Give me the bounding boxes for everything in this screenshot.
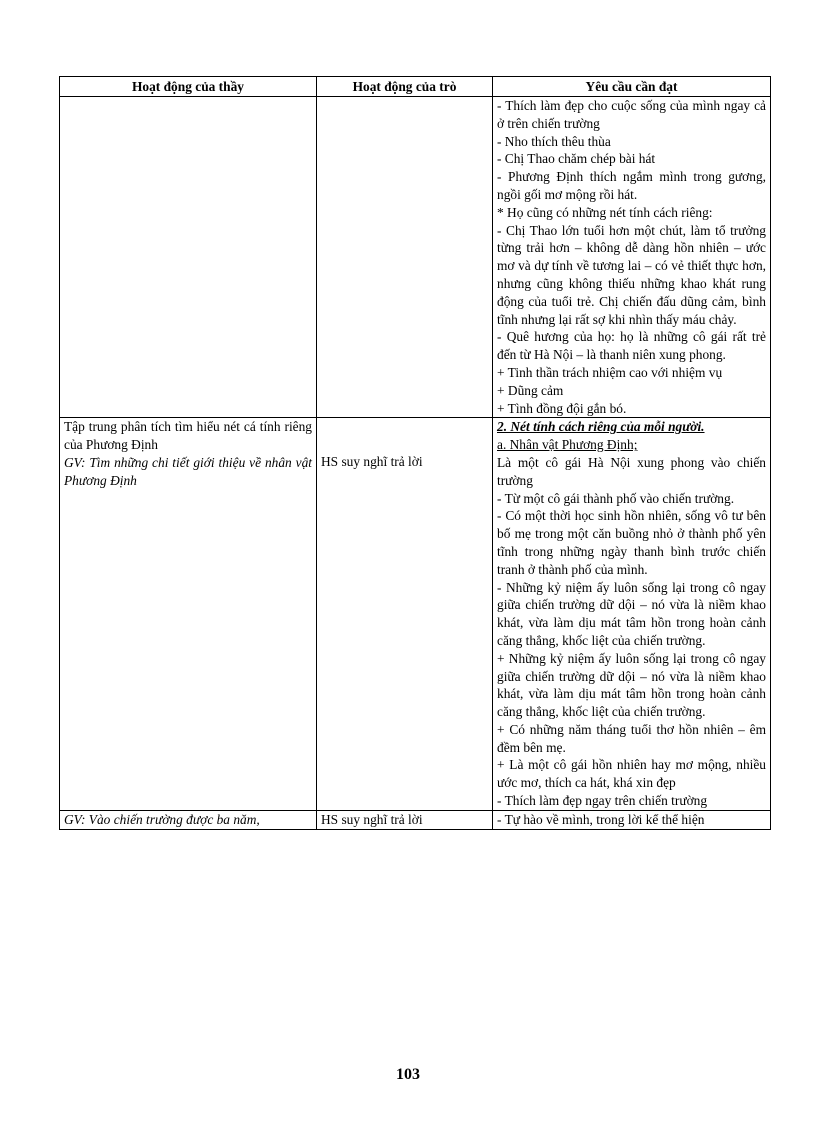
teacher-question: GV: Vào chiến trường được ba năm, bbox=[64, 811, 260, 827]
requirement-line: * Họ cũng có những nét tính cách riêng: bbox=[497, 204, 713, 220]
requirement-line: - Có một thời học sinh hồn nhiên, sống vô tư bên bố mẹ trong một căn buồng nhỏ ở thành phố yên tĩnh trong những ngày thanh bình trước chiến tranh ở thành phố của mình. bbox=[497, 508, 766, 577]
section-title: 2. Nét tính cách riêng của mỗi người. bbox=[497, 419, 705, 435]
lesson-table bbox=[59, 76, 771, 830]
header-teacher-activity: Hoạt động của thầy bbox=[60, 77, 317, 97]
requirement-line: + Có những năm tháng tuổi thơ hồn nhiên – êm đềm bên mẹ. bbox=[497, 721, 766, 755]
requirement-line: + Dũng cảm bbox=[497, 382, 564, 398]
table-row bbox=[60, 97, 771, 418]
student-response: HS suy nghĩ trả lời bbox=[321, 811, 423, 827]
requirement-line: - Thích làm đẹp ngay trên chiến trường bbox=[497, 793, 708, 809]
student-cell bbox=[317, 97, 493, 418]
requirement-line: + Những kỷ niệm ấy luôn sống lại trong cô ngay giữa chiến trường dữ dội – nó vừa là niềm khao khát, vừa làm dịu mát tâm hồn trong hoàn cảnh căng thẳng, khốc liệt của chiến trường. bbox=[497, 650, 766, 720]
requirements-cell bbox=[493, 97, 771, 418]
teacher-instruction: Tập trung phân tích tìm hiểu nét cá tính riêng của Phương Định bbox=[64, 419, 312, 453]
requirement-line: - Từ một cô gái thành phố vào chiến trường. bbox=[497, 490, 735, 506]
student-cell-spacer bbox=[321, 418, 488, 453]
student-cell bbox=[317, 810, 493, 829]
requirements-cell bbox=[493, 810, 771, 829]
header-requirements: Yêu cầu cần đạt bbox=[493, 77, 771, 97]
requirements-cell bbox=[493, 418, 771, 811]
header-student-activity: Hoạt động của trò bbox=[317, 77, 493, 97]
requirement-line: - Phương Định thích ngắm mình trong gương, ngồi gối mơ mộng rồi hát. bbox=[497, 169, 766, 202]
requirement-line: - Quê hương của họ: họ là những cô gái rất trẻ đến từ Hà Nội – là thanh niên xung phong. bbox=[497, 329, 766, 363]
table-row bbox=[60, 810, 771, 829]
requirement-line: + Tình đồng đội gắn bó. bbox=[497, 400, 627, 416]
requirement-line: + Tinh thần trách nhiệm cao với nhiệm vụ bbox=[497, 364, 723, 380]
requirement-line: - Thích làm đẹp cho cuộc sống của mình ngay cả ở trên chiến trường bbox=[497, 98, 766, 131]
teacher-cell bbox=[60, 97, 317, 418]
teacher-cell bbox=[60, 418, 317, 811]
student-response: HS suy nghĩ trả lời bbox=[321, 454, 423, 470]
requirement-line: Là một cô gái Hà Nội xung phong vào chiến trường bbox=[497, 454, 766, 488]
page-number: 103 bbox=[396, 1066, 420, 1083]
student-cell bbox=[317, 418, 493, 811]
requirement-line: - Nho thích thêu thùa bbox=[497, 133, 611, 149]
table-header-row bbox=[60, 77, 771, 97]
table-row bbox=[60, 418, 771, 811]
requirement-line: - Tự hào về mình, trong lời kể thể hiện bbox=[497, 811, 705, 827]
requirement-line: + Là một cô gái hồn nhiên hay mơ mộng, nhiều ước mơ, thích ca hát, khá xin đẹp bbox=[497, 757, 766, 791]
requirement-line: - Chị Thao chăm chép bài hát bbox=[497, 151, 656, 167]
subsection-title: a. Nhân vật Phương Định; bbox=[497, 437, 638, 453]
requirement-line: - Những kỷ niệm ấy luôn sống lại trong cô ngay giữa chiến trường dữ dội – nó vừa là niềm khao khát, vừa làm dịu mát tâm hồn trong hoàn cảnh căng thẳng, khốc liệt của chiến trường. bbox=[497, 579, 766, 648]
teacher-question: GV: Tìm những chi tiết giới thiệu về nhân vật Phương Định bbox=[64, 454, 312, 488]
teacher-cell bbox=[60, 810, 317, 829]
requirement-line: - Chị Thao lớn tuổi hơn một chút, làm tổ trưởng từng trải hơn – không dễ dàng hồn nhiên – ước mơ và dự tính về tương lai – có vẻ thiết thực hơn, nhưng cũng không thiếu những khao khát rung động của tuổi trẻ. Chị chiến đấu dũng cảm, bình tĩnh nhưng lại rất sợ khi nhìn thấy máu chảy. bbox=[497, 222, 766, 327]
